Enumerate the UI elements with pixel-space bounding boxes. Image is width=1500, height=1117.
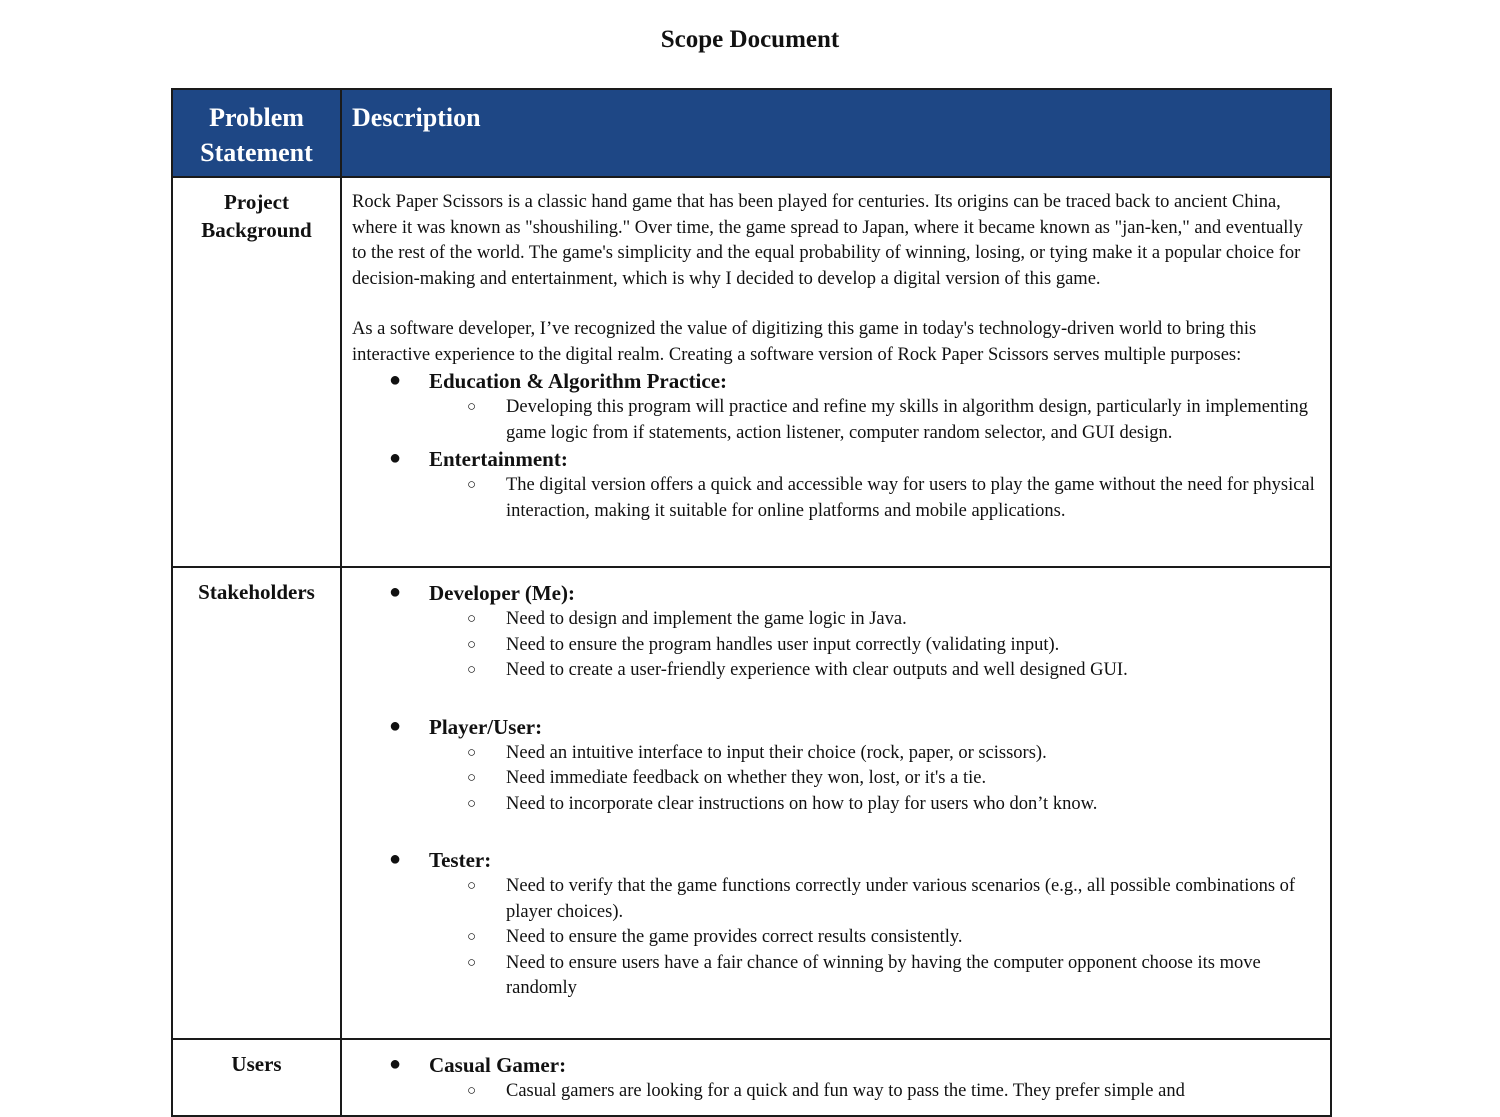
stakeholder-developer-group xyxy=(352,580,1320,684)
sub-bullet-icon: ○ xyxy=(467,611,477,627)
list-item xyxy=(352,1052,1320,1105)
table-row-project-background xyxy=(172,177,1331,567)
sub-list xyxy=(429,473,1320,524)
bullet-icon: ● xyxy=(389,369,402,391)
list-item xyxy=(352,368,1320,446)
row-body-project-background xyxy=(341,177,1331,567)
users-bullet-list xyxy=(352,1052,1320,1105)
sub-list-item xyxy=(429,766,1320,792)
bullet-icon: ● xyxy=(389,447,402,469)
sub-item-text: Need to create a user-friendly experience with clear outputs and well designed GUI. xyxy=(506,660,1128,680)
bullet-icon: ● xyxy=(389,848,402,870)
sub-list xyxy=(429,607,1320,684)
sub-list xyxy=(429,395,1320,446)
document-title: Scope Document xyxy=(660,26,840,53)
sub-bullet-icon: ○ xyxy=(467,795,477,812)
sub-list-item xyxy=(429,658,1320,684)
row-label-stakeholders: Stakeholders xyxy=(172,567,341,1039)
background-paragraph-1: Rock Paper Scissors is a classic hand game that has been played for centuries. Its origins can be traced back to ancient China, where it was known as "shoushiling." Over time, the game spread to Japan, where it became known as "jan-ken," and eventually to the rest of the world. The game's simplicity and the equal probability of winning, losing, or tying make it a popular choice for decision-making and entertainment, which is why I decided to develop a digital version of this game. xyxy=(352,192,1303,289)
sub-bullet-icon: ○ xyxy=(467,744,477,761)
sub-list-item xyxy=(429,951,1320,1002)
sub-bullet-icon: ○ xyxy=(467,1083,477,1099)
sub-item-text: Need to ensure the program handles user input correctly (validating input). xyxy=(506,634,1060,655)
sub-item-text: Need to design and implement the game logic in Java. xyxy=(506,609,907,629)
stakeholder-player-group xyxy=(352,714,1320,818)
bullet-heading-player: Player/User: xyxy=(429,714,543,739)
sub-list-item xyxy=(429,1079,1320,1105)
sub-list-item xyxy=(429,633,1320,659)
sub-list xyxy=(429,741,1320,818)
sub-item-text: Need to incorporate clear instructions on how to play for users who don’t know. xyxy=(506,793,1098,814)
sub-bullet-icon: ○ xyxy=(467,878,477,894)
header-description: Description xyxy=(341,89,1331,177)
sub-bullet-icon: ○ xyxy=(467,636,477,653)
sub-item-text: Need an intuitive interface to input their choice (rock, paper, or scissors). xyxy=(506,742,1047,763)
sub-list-item xyxy=(429,607,1320,633)
bullet-heading-developer: Developer (Me): xyxy=(429,581,575,605)
row-body-users xyxy=(341,1039,1331,1116)
sub-list-item xyxy=(429,792,1320,818)
sub-list-item xyxy=(429,395,1320,446)
list-item xyxy=(352,580,1320,684)
bullet-icon: ● xyxy=(389,714,402,737)
sub-item-text: Need to verify that the game functions correctly under various scenarios (e.g., all possible combinations of player choices). xyxy=(506,876,1296,922)
bullet-heading-entertainment: Entertainment: xyxy=(429,447,568,471)
table-row-users xyxy=(172,1039,1331,1116)
bullet-icon: ● xyxy=(389,581,402,603)
list-item xyxy=(352,714,1320,818)
sub-item-text: Need to ensure the game provides correct results consistently. xyxy=(506,927,963,947)
list-item xyxy=(352,446,1320,524)
sub-item-text: Need to ensure users have a fair chance of winning by having the computer opponent choose its move randomly xyxy=(506,952,1261,998)
sub-list-item xyxy=(429,741,1320,767)
list-item xyxy=(352,847,1320,1002)
bullet-heading-education: Education & Algorithm Practice: xyxy=(429,369,728,393)
row-body-stakeholders xyxy=(341,567,1331,1039)
sub-list xyxy=(429,1079,1320,1105)
scope-table xyxy=(171,88,1332,1117)
sub-list xyxy=(429,874,1320,1002)
sub-bullet-icon: ○ xyxy=(467,477,477,493)
sub-list-item xyxy=(429,473,1320,524)
bullet-heading-tester: Tester: xyxy=(429,848,492,872)
row-label-project-background: Project Background xyxy=(172,177,341,567)
sub-list-item xyxy=(429,925,1320,951)
sub-item-text: Casual gamers are looking for a quick and fun way to pass the time. They prefer simple and xyxy=(506,1081,1185,1101)
sub-bullet-icon: ○ xyxy=(467,770,477,786)
stakeholder-tester-group xyxy=(352,847,1320,1002)
table-row-stakeholders xyxy=(172,567,1331,1039)
sub-bullet-icon: ○ xyxy=(467,399,477,415)
sub-item-text: Need immediate feedback on whether they won, lost, or it's a tie. xyxy=(506,768,987,788)
sub-bullet-icon: ○ xyxy=(467,929,477,945)
background-bullet-list xyxy=(352,368,1320,524)
row-label-users: Users xyxy=(172,1039,341,1116)
bullet-icon: ● xyxy=(389,1053,402,1075)
header-problem-statement: Problem Statement xyxy=(172,89,341,177)
sub-bullet-icon: ○ xyxy=(467,954,477,971)
background-paragraph-2: As a software developer, I’ve recognized the value of digitizing this game in today's technology-driven world to bring this interactive experience to the digital realm. Creating a software version of Rock Paper Scissors serves multiple purposes: xyxy=(352,319,1257,365)
sub-item-text: The digital version offers a quick and accessible way for users to play the game without the need for physical interaction, making it suitable for online platforms and mobile applications. xyxy=(506,475,1315,521)
sub-bullet-icon: ○ xyxy=(467,662,477,678)
table-header-row xyxy=(172,89,1331,177)
bullet-heading-casual-gamer: Casual Gamer: xyxy=(429,1053,567,1077)
sub-list-item xyxy=(429,874,1320,925)
sub-item-text: Developing this program will practice and refine my skills in algorithm design, particularly in implementing game logic from if statements, action listener, computer random selector, and GUI design. xyxy=(506,397,1308,443)
